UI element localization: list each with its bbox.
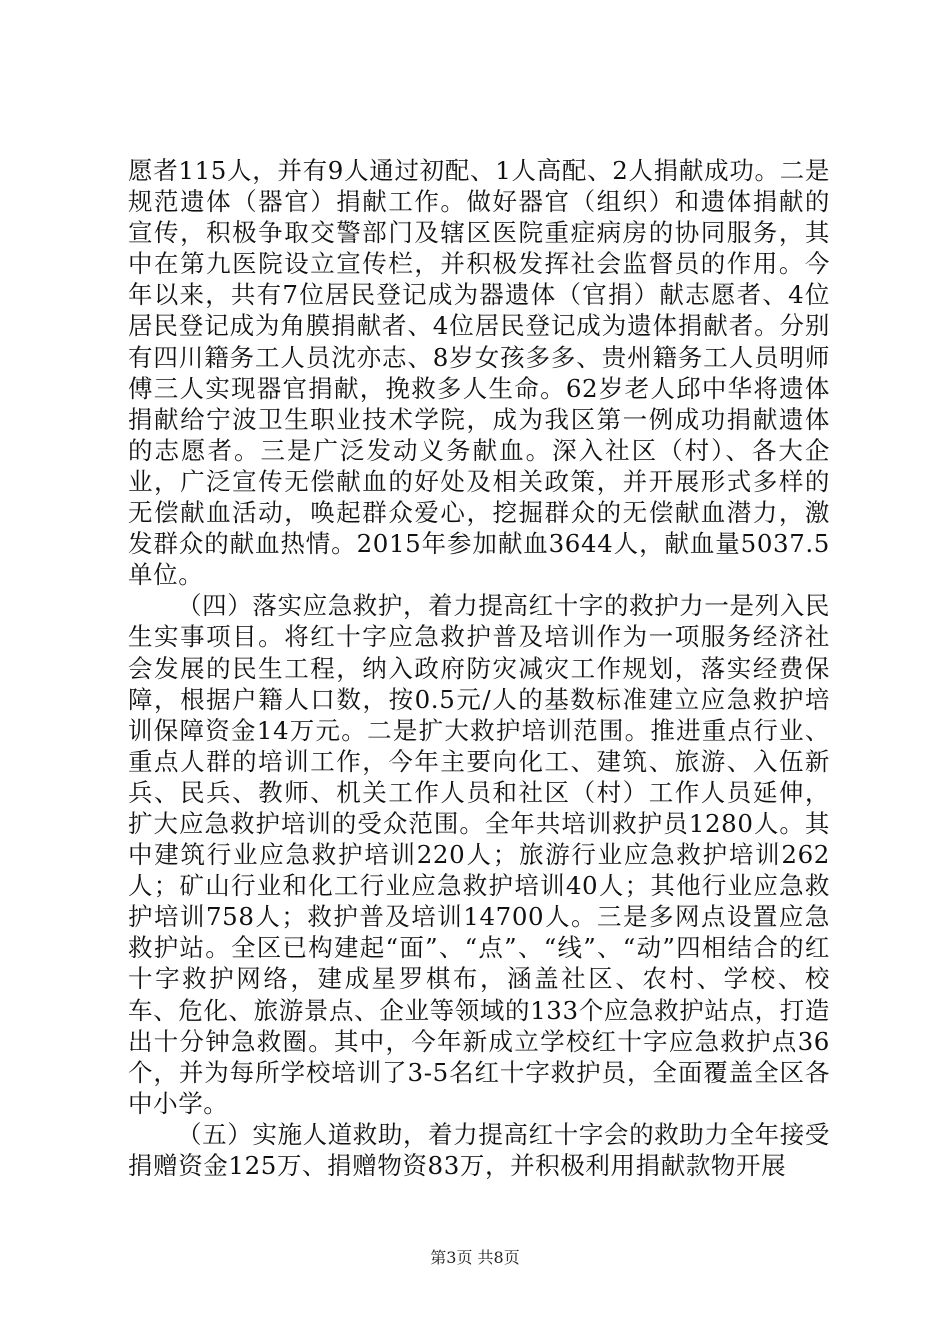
- document-body: [128, 155, 830, 1181]
- paragraph-emergency-rescue: （四）落实应急救护，着力提高红十字的救护力一是列入民生实事项目。将红十字应急救护普及培训作为一项服务经济社会发展的民生工程，纳入政府防灾减灾工作规划，落实经费保障，根据户籍人口数，按0.5元/人的基数标准建立应急救护培训保障资金14万元。二是扩大救护培训范围。推进重点行业、重点人群的培训工作，今年主要向化工、建筑、旅游、入伍新兵、民兵、教师、机关工作人员和社区（村）工作人员延伸，扩大应急救护培训的受众范围。全年共培训救护员1280人。其中建筑行业应急救护培训220人；旅游行业应急救护培训262人；矿山行业和化工行业应急救护培训40人；其他行业应急救护培训758人；救护普及培训14700人。三是多网点设置应急救护站。全区已构建起“面”、“点”、“线”、“动”四相结合的红十字救护网络，建成星罗棋布，涵盖社区、农村、学校、校车、危化、旅游景点、企业等领域的133个应急救护站点，打造出十分钟急救圈。其中，今年新成立学校红十字应急救护点36个，并为每所学校培训了3-5名红十字救护员，全面覆盖全区各中小学。: [128, 591, 830, 1118]
- paragraph-organ-blood-donation: 愿者115人，并有9人通过初配、1人高配、2人捐献成功。二是规范遗体（器官）捐献工作。做好器官（组织）和遗体捐献的宣传，积极争取交警部门及辖区医院重症病房的协同服务，其中在第九医院设立宣传栏，并积极发挥社会监督员的作用。今年以来，共有7位居民登记成为器遗体（官捐）献志愿者、4位居民登记成为角膜捐献者、4位居民登记成为遗体捐献者。分别有四川籍务工人员沈亦志、8岁女孩多多、贵州籍务工人员明师傅三人实现器官捐献，挽救多人生命。62岁老人邱中华将遗体捐献给宁波卫生职业技术学院，成为我区第一例成功捐献遗体的志愿者。三是广泛发动义务献血。深入社区（村）、各大企业，广泛宣传无偿献血的好处及相关政策，并开展形式多样的无偿献血活动，唤起群众爱心，挖掘群众的无偿献血潜力，激发群众的献血热情。2015年参加献血3644人，献血量5037.5单位。: [128, 156, 830, 590]
- page-number-footer: 第3页 共8页: [430, 1248, 520, 1267]
- paragraph-humanitarian-aid: （五）实施人道救助，着力提高红十字会的救助力全年接受捐赠资金125万、捐赠物资83万，并积极利用捐献款物开展: [128, 1119, 830, 1180]
